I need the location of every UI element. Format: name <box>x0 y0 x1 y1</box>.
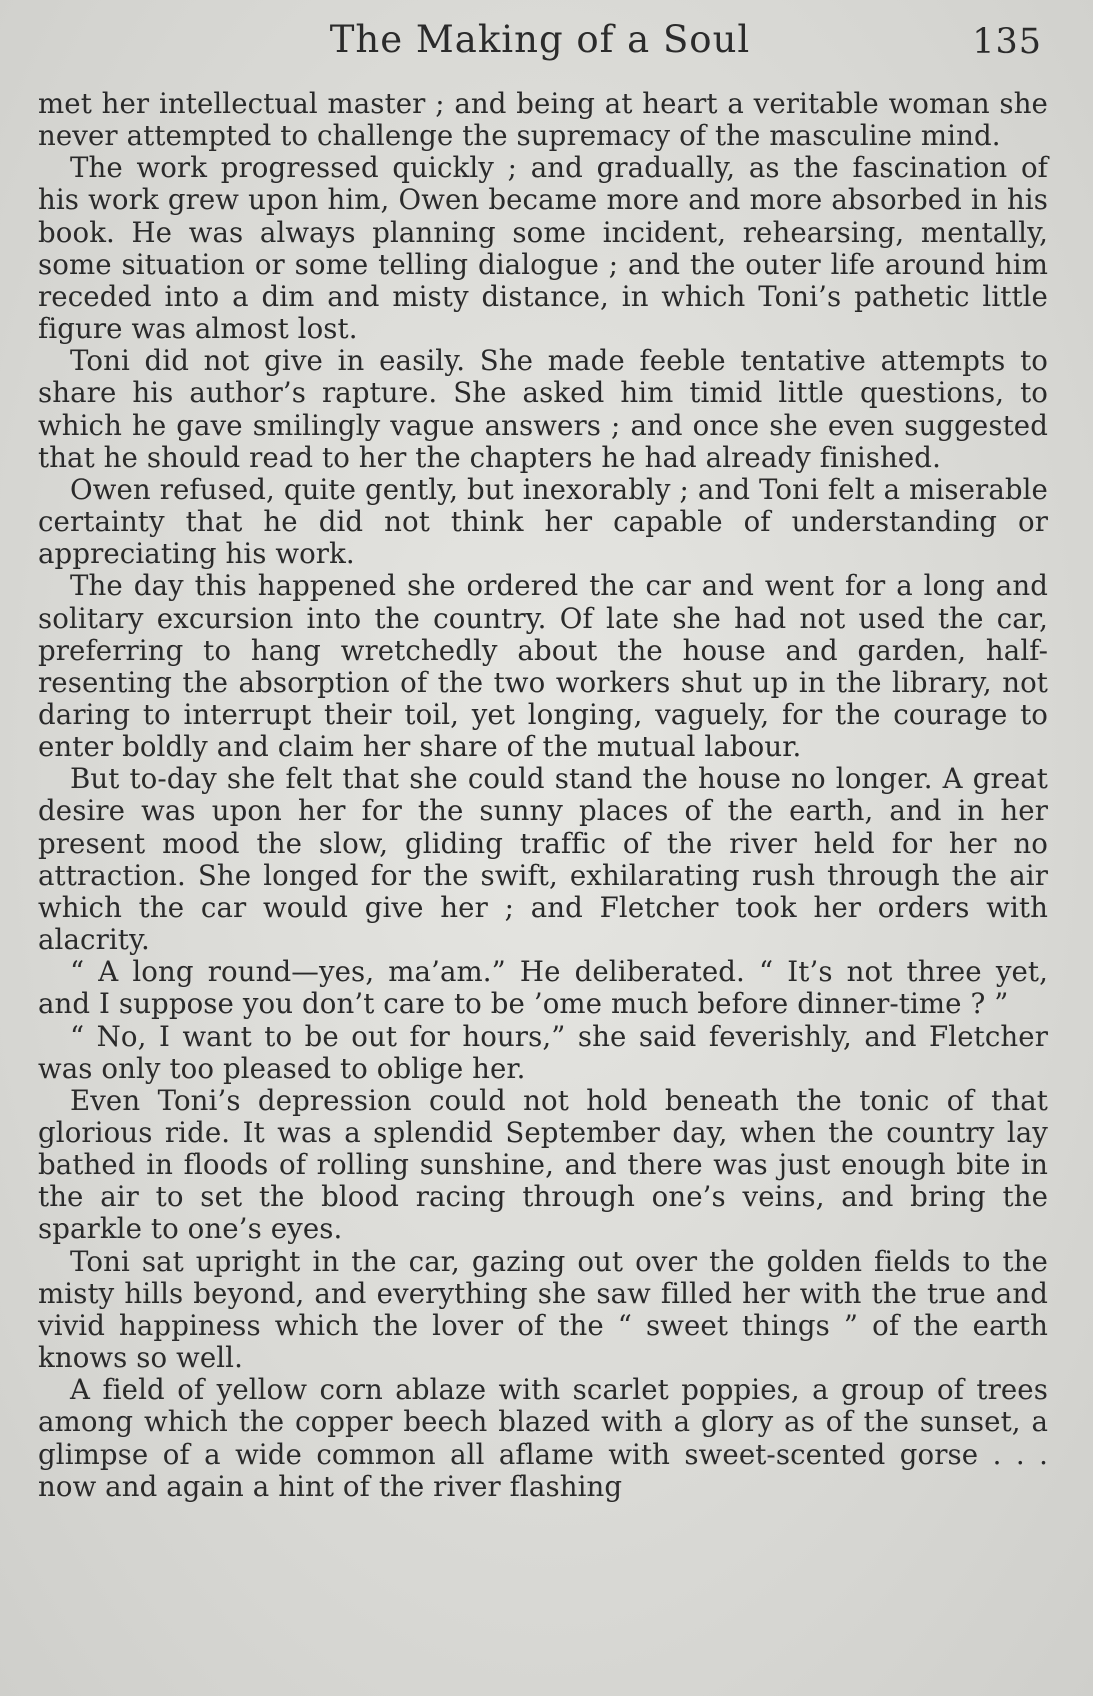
paragraph: A field of yellow corn ablaze with scarlet poppies, a group of trees among which the copper beech blazed with a glory as of the sunset, a glimpse of a wide common all aflame with sweet-scented gorse . . . now and again a hint of the river flashing <box>38 1373 1048 1503</box>
paragraph: The work progressed quickly ; and gradually, as the fascination of his work grew upon him, Owen became more and more absorbed in his book. He was always planning some incident, rehearsing, mentally, some situation or some telling dialogue ; and the outer life around him receded into a dim and misty distance, in which Toni’s pathetic little figure was almost lost. <box>38 151 1048 346</box>
paragraph: Even Toni’s depression could not hold beneath the tonic of that glorious ride. It was a splendid September day, when the country lay bathed in floods of rolling sunshine, and there was just enough bite in the air to set the blood racing through one’s veins, and bring the sparkle to one’s eyes. <box>38 1083 1048 1246</box>
page-number: 135 <box>972 22 1042 62</box>
paragraph: Toni did not give in easily. She made feeble tentative attempts to share his author’s rapture. She asked him timid little questions, to which he gave smilingly vague answers ; and once she even suggested that he should read to her the chapters he had already finished. <box>38 344 1048 474</box>
paragraph: “ A long round—yes, ma’am.” He deliberated. “ It’s not three yet, and I suppose you don’t care to be ’ome much before dinner-time ? ” <box>38 955 1048 1021</box>
paragraph: “ No, I want to be out for hours,” she said feverishly, and Fletcher was only too pleased to oblige her. <box>38 1019 1048 1085</box>
book-title: The Making of a Soul <box>329 18 751 61</box>
paragraph: Toni sat upright in the car, gazing out over the golden fields to the misty hills beyond, and everything she saw filled her with the true and vivid happiness which the lover of the “ sweet things ” of the earth knows so well. <box>38 1244 1048 1375</box>
body-text <box>38 88 1048 1503</box>
paragraph: Owen refused, quite gently, but inexorably ; and Toni felt a miserable certainty that he did not think her capable of understanding or appreciating his work. <box>38 472 1048 571</box>
paragraph: met her intellectual master ; and being at heart a veritable woman she never attempted to challenge the supremacy of the masculine mind. <box>38 87 1048 153</box>
paragraph: But to-day she felt that she could stand the house no longer. A great desire was upon her for the sunny places of the earth, and in her present mood the slow, gliding traffic of the river held for her no attraction. She longed for the swift, exhilarating rush through the air which the car would give her ; and Fletcher took her orders with alacrity. <box>38 762 1048 957</box>
paragraph: The day this happened she ordered the car and went for a long and solitary excursion into the country. Of late she had not used the car, preferring to hang wretchedly about the house and garden, half-resenting the absorption of the two workers shut up in the library, not daring to interrupt their toil, yet longing, vaguely, for the courage to enter boldly and claim her share of the mutual labour. <box>38 569 1048 764</box>
running-header <box>40 18 1040 68</box>
